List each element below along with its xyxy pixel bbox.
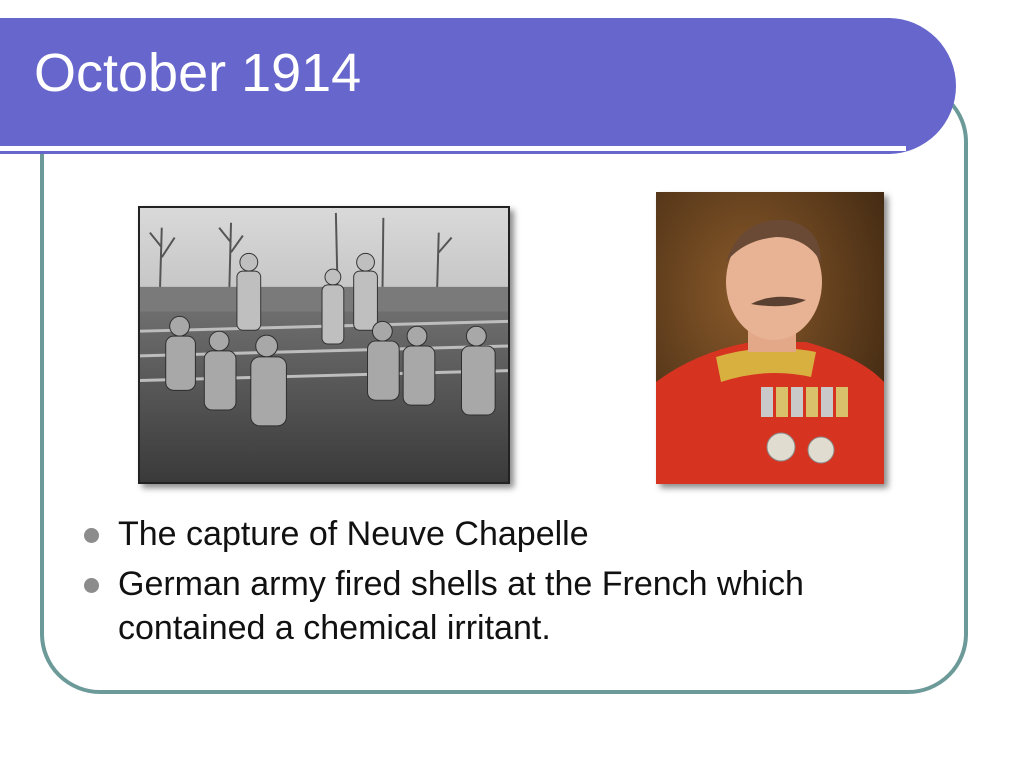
officer-portrait <box>656 192 884 484</box>
slide-title: October 1914 <box>34 43 362 103</box>
title-underline <box>0 146 906 151</box>
bullet-dot-icon <box>84 578 99 593</box>
bullet-text: German army fired shells at the French which contained a chemical irritant. <box>118 565 804 647</box>
bullet-list <box>80 512 950 656</box>
bullet-item <box>80 512 950 556</box>
bullet-text: The capture of Neuve Chapelle <box>118 515 589 553</box>
soldiers-photo <box>138 206 510 484</box>
bullet-item <box>80 562 950 650</box>
bullet-dot-icon <box>84 528 99 543</box>
